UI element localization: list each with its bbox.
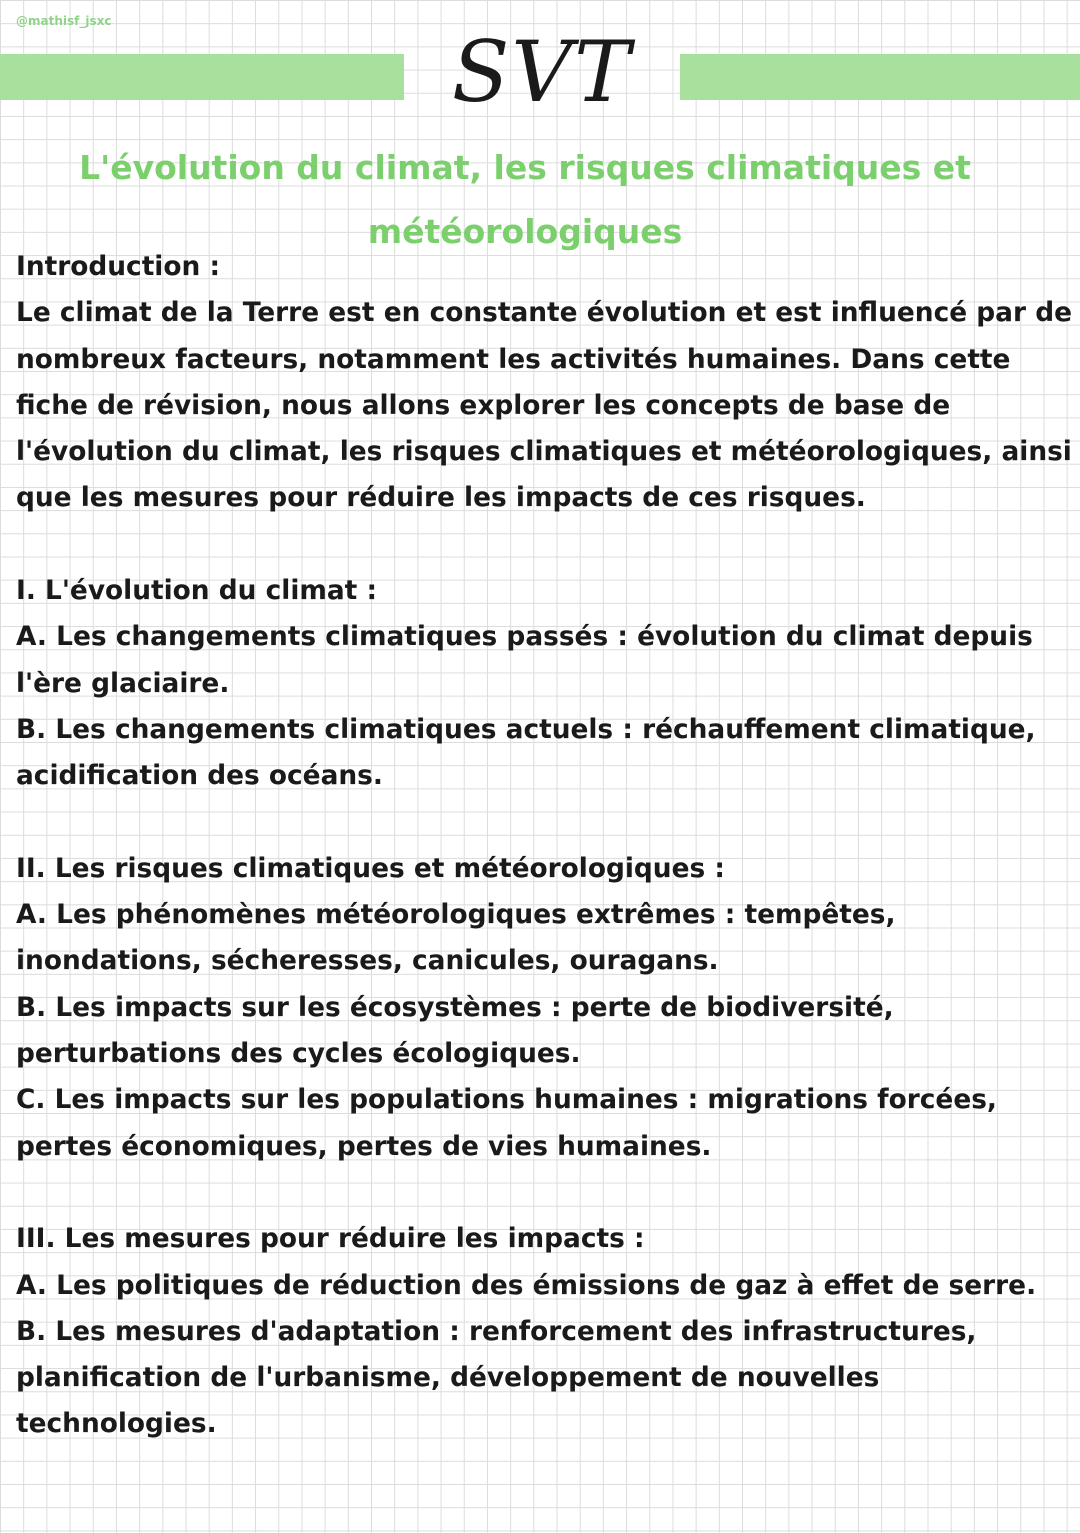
author-watermark: @mathisf_jsxc [16, 14, 112, 28]
section-1-heading: I. L'évolution du climat : [16, 575, 378, 607]
intro-heading: Introduction : [16, 251, 221, 282]
page-subtitle: L'évolution du climat, les risques climatiques et météorologiques [79, 148, 971, 251]
section-2-item-c: C. Les impacts sur les populations humaines : migrations forcées, pertes économiques, pertes de vies humaines. [16, 1084, 997, 1162]
section-2-item-b: B. Les impacts sur les écosystèmes : perte de biodiversité, perturbations des cycles écologiques. [16, 991, 894, 1070]
section-3-heading: III. Les mesures pour réduire les impacts : [16, 1223, 645, 1255]
intro-text: Le climat de la Terre est en constante évolution et est influencé par de nombreux facteurs, notamment les activités humaines. Dans cette fiche de révision, nous allons explorer les concepts de base de l'évolution du climat, les risques climatiques et météorologiques, ainsi que les mesures pour réduire les impacts de ces risques. [16, 297, 1072, 514]
header-band-left [0, 54, 404, 100]
section-1-item-b: B. Les changements climatiques actuels : réchauffement climatique, acidification des océans. [16, 713, 1036, 792]
spacer [16, 800, 1074, 846]
spacer [16, 522, 1074, 568]
section-2-heading: II. Les risques climatiques et météorologiques : [16, 852, 725, 884]
section-3-item-a: A. Les politiques de réduction des émissions de gaz à effet de serre. [16, 1269, 1037, 1301]
page-title: SVT [451, 23, 633, 121]
content-body [16, 244, 1074, 1448]
section-1-item-a: A. Les changements climatiques passés : évolution du climat depuis l'ère glaciaire. [16, 621, 1033, 699]
spacer [16, 1170, 1074, 1216]
header-band-right [680, 54, 1080, 100]
section-2-item-a: A. Les phénomènes météorologiques extrêmes : tempêtes, inondations, sécheresses, canicules, ouragans. [16, 899, 896, 977]
section-3-item-b: B. Les mesures d'adaptation : renforcement des infrastructures, planification de l'urbanisme, développement de nouvelles technologies. [16, 1315, 977, 1440]
